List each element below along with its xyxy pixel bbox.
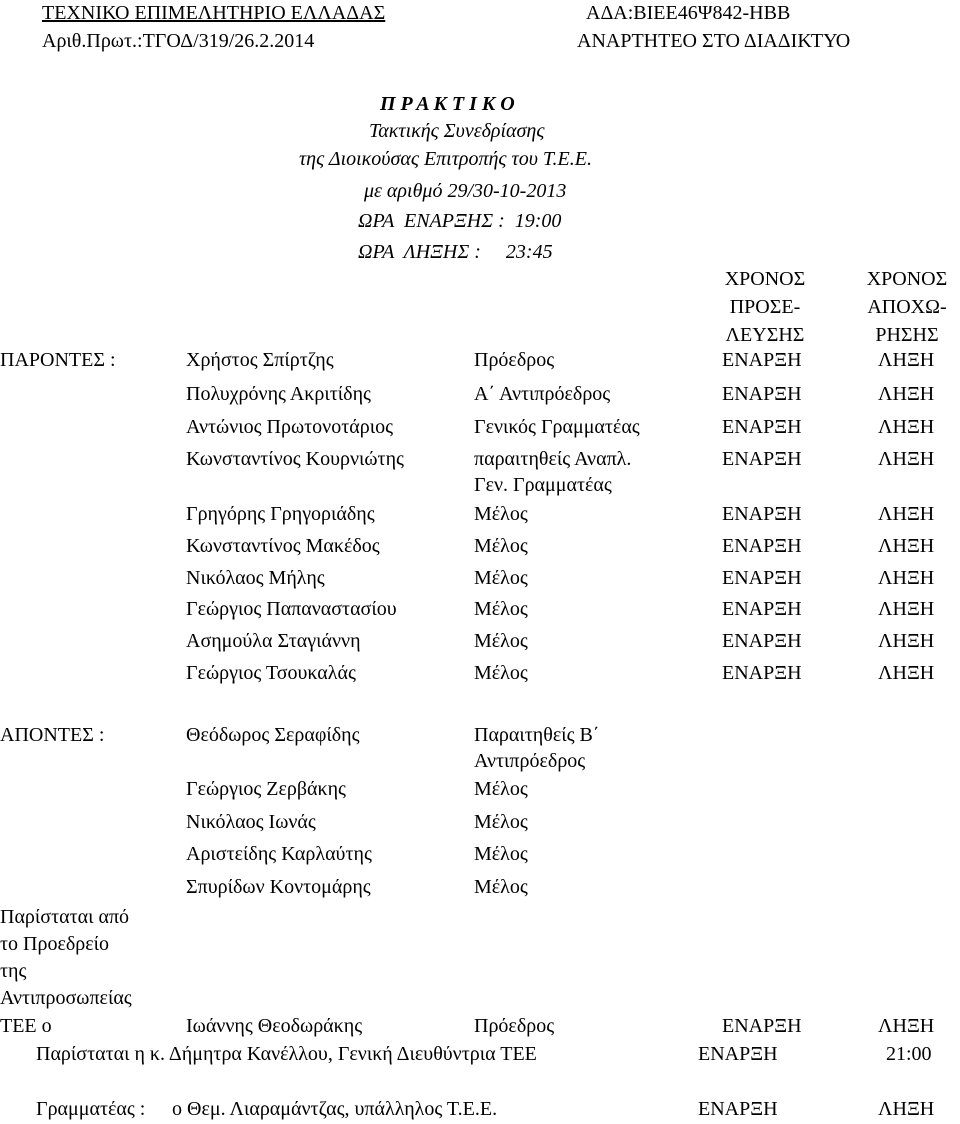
end-time: ΩΡΑ ΛΗΞΗΣ : 23:45	[358, 241, 553, 263]
organization-name: ΤΕΧΝΙΚΟ ΕΠΙΜΕΛΗΤΗΡΙΟ ΕΛΛΑΔΑΣ	[42, 2, 386, 24]
departure-time: ΛΗΞΗ	[878, 598, 935, 620]
member-role: Παραιτηθείς Β΄	[474, 724, 600, 746]
tee-president-role: Πρόεδρος	[474, 1015, 555, 1037]
present-label: ΠΑΡΟΝΤΕΣ :	[0, 349, 116, 371]
member-role: Μέλος	[474, 598, 528, 620]
arrival-time: ΕΝΑΡΞΗ	[722, 383, 802, 405]
member-role: Μέλος	[474, 662, 528, 684]
departure-time: ΛΗΞΗ	[878, 1015, 935, 1037]
tee-president-name: Ιωάννης Θεοδωράκης	[186, 1015, 363, 1037]
arrival-time: ΕΝΑΡΞΗ	[722, 598, 802, 620]
departure-time: ΛΗΞΗ	[878, 662, 935, 684]
attending-line-4: Αντιπροσωπείας	[0, 987, 132, 1009]
member-role: Γενικός Γραμματέας	[474, 416, 640, 438]
arrival-time: ΕΝΑΡΞΗ	[722, 448, 802, 470]
absent-label: ΑΠΟΝΤΕΣ :	[0, 724, 105, 746]
arrival-header-line-3: ΛΕΥΣΗΣ	[725, 324, 805, 346]
member-name: Νικόλαος Ιωνάς	[186, 811, 316, 833]
arrival-header	[710, 268, 820, 346]
session-number: με αριθμό 29/30-10-2013	[364, 180, 567, 202]
tee-label: ΤΕΕ ο	[0, 1015, 52, 1037]
departure-time: ΛΗΞΗ	[878, 448, 935, 470]
arrival-time: ΕΝΑΡΞΗ	[698, 1043, 778, 1065]
departure-time: ΛΗΞΗ	[878, 1098, 935, 1120]
arrival-time: ΕΝΑΡΞΗ	[722, 535, 802, 557]
member-name: Σπυρίδων Κοντομάρης	[186, 876, 371, 898]
arrival-time: ΕΝΑΡΞΗ	[722, 349, 802, 371]
arrival-time: ΕΝΑΡΞΗ	[722, 630, 802, 652]
attending-line-2: το Προεδρείο	[0, 933, 110, 955]
arrival-time: ΕΝΑΡΞΗ	[722, 662, 802, 684]
member-role: Μέλος	[474, 630, 528, 652]
member-role: Μέλος	[474, 843, 528, 865]
member-name: Αριστείδης Καρλαύτης	[186, 843, 372, 865]
member-name: Χρήστος Σπίρτζης	[186, 349, 334, 371]
member-role: Μέλος	[474, 778, 528, 800]
secretary-label: Γραμματέας :	[36, 1098, 146, 1120]
member-name: Γεώργιος Ζερβάκης	[186, 778, 346, 800]
posting-note: ΑΝΑΡΤΗΤΕΟ ΣΤΟ ΔΙΑΔΙΚΤΥΟ	[577, 30, 851, 52]
departure-time: ΛΗΞΗ	[878, 567, 935, 589]
departure-header-line-2: ΑΠΟΧΩ-	[867, 296, 947, 318]
arrival-time: ΕΝΑΡΞΗ	[722, 567, 802, 589]
departure-time: ΛΗΞΗ	[878, 535, 935, 557]
arrival-header-line-2: ΠΡΟΣΕ-	[729, 296, 801, 318]
member-name: Νικόλαος Μήλης	[186, 567, 325, 589]
start-time: ΩΡΑ ΕΝΑΡΞΗΣ : 19:00	[358, 210, 562, 232]
arrival-time: ΕΝΑΡΞΗ	[722, 1015, 802, 1037]
departure-header-line-3: ΡΗΣΗΣ	[875, 324, 939, 346]
title-line-1: Τακτικής Συνεδρίασης	[369, 120, 545, 142]
arrival-header-line-1: ΧΡΟΝΟΣ	[724, 268, 806, 290]
secretary-name: ο Θεμ. Λιαραμάντζας, υπάλληλος Τ.Ε.Ε.	[172, 1098, 498, 1120]
arrival-time: ΕΝΑΡΞΗ	[722, 503, 802, 525]
departure-time: ΛΗΞΗ	[878, 349, 935, 371]
member-name: Κωνσταντίνος Μακέδος	[186, 535, 380, 557]
member-role: Μέλος	[474, 567, 528, 589]
member-role-continued: Αντιπρόεδρος	[474, 750, 586, 772]
departure-header	[852, 268, 960, 346]
departure-time: ΛΗΞΗ	[878, 503, 935, 525]
member-role: Μέλος	[474, 535, 528, 557]
member-role: Μέλος	[474, 503, 528, 525]
departure-time: ΛΗΞΗ	[878, 416, 935, 438]
attending-line-1: Παρίσταται από	[0, 906, 130, 928]
protocol-number: Αριθ.Πρωτ.:ΤΓΟΔ/319/26.2.2014	[42, 30, 315, 52]
member-name: Θεόδωρος Σεραφίδης	[186, 724, 360, 746]
departure-time: 21:00	[886, 1043, 932, 1065]
member-name: Πολυχρόνης Ακριτίδης	[186, 383, 371, 405]
member-role: Μέλος	[474, 811, 528, 833]
also-attending-text: Παρίσταται η κ. Δήμητρα Κανέλλου, Γενική Διευθύντρια ΤΕΕ	[36, 1043, 537, 1065]
member-role: παραιτηθείς Αναπλ.	[474, 448, 632, 470]
attending-line-3: της	[0, 960, 27, 982]
arrival-time: ΕΝΑΡΞΗ	[698, 1098, 778, 1120]
member-name: Γρηγόρης Γρηγοριάδης	[186, 503, 375, 525]
member-name: Γεώργιος Τσουκαλάς	[186, 662, 356, 684]
member-name: Γεώργιος Παπαναστασίου	[186, 598, 397, 620]
member-name: Αντώνιος Πρωτονοτάριος	[186, 416, 394, 438]
member-role: Α΄ Αντιπρόεδρος	[474, 383, 611, 405]
title-line-2: της Διοικούσας Επιτροπής του Τ.Ε.Ε.	[299, 148, 592, 170]
departure-header-line-1: ΧΡΟΝΟΣ	[866, 268, 948, 290]
ada-code: ΑΔΑ:ΒΙΕΕ46Ψ842-ΗΒΒ	[586, 2, 791, 24]
member-name: Κωνσταντίνος Κουρνιώτης	[186, 448, 404, 470]
member-role: Πρόεδρος	[474, 349, 555, 371]
departure-time: ΛΗΞΗ	[878, 630, 935, 652]
member-role-continued: Γεν. Γραμματέας	[474, 474, 612, 496]
document-title: Π Ρ Α Κ Τ Ι Κ Ο	[380, 93, 515, 115]
member-role: Μέλος	[474, 876, 528, 898]
arrival-time: ΕΝΑΡΞΗ	[722, 416, 802, 438]
departure-time: ΛΗΞΗ	[878, 383, 935, 405]
member-name: Ασημούλα Σταγιάννη	[186, 630, 361, 652]
